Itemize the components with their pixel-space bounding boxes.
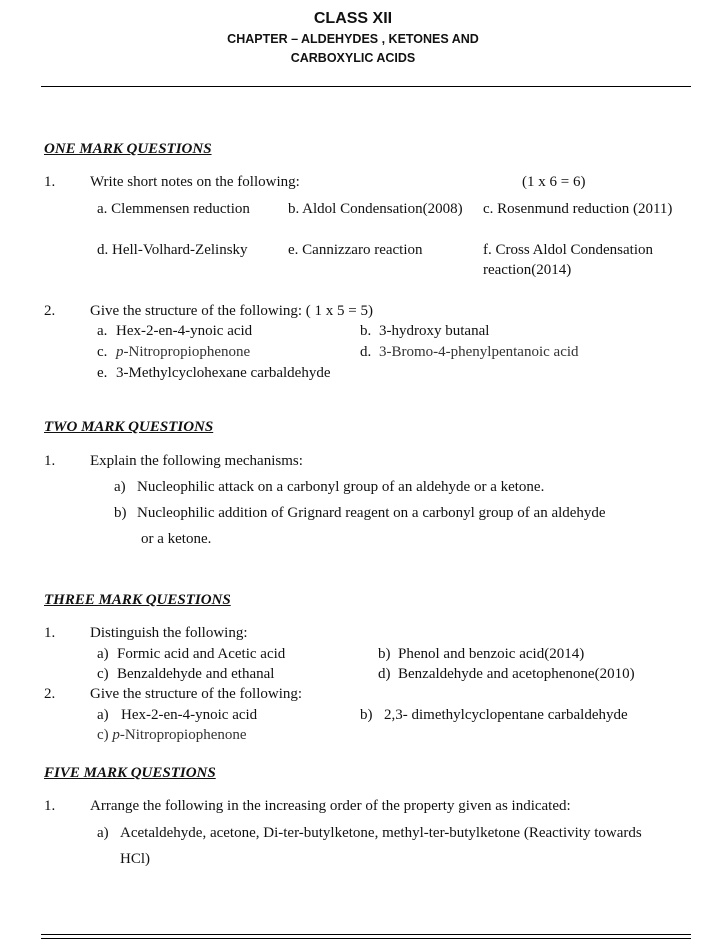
question-text: Give the structure of the following: ( 1 x 5 = 5) [90, 303, 373, 319]
question-text: Explain the following mechanisms: [90, 453, 303, 469]
option-c-text: -Nitropropiophenone [119, 727, 247, 743]
option-a: Hex-2-en-4-ynoic acid [121, 707, 258, 723]
option-label: c. [97, 344, 108, 360]
question-text: Distinguish the following: [90, 625, 248, 641]
option-label: e. [97, 365, 108, 381]
class-title: CLASS XII [313, 10, 393, 27]
option-c [116, 344, 250, 361]
question-number: 1. [44, 798, 56, 814]
chapter-title-line2: CARBOXYLIC ACIDS [290, 51, 416, 65]
option-a: Nucleophilic attack on a carbonyl group of an aldehyde or a ketone. [137, 479, 545, 495]
option-c [97, 727, 247, 744]
italic-prefix: p [116, 344, 124, 360]
question-number: 2. [44, 686, 56, 702]
section-title-two-mark: TWO MARK QUESTIONS [44, 419, 214, 435]
option-c: c. Rosenmund reduction (2011) [483, 201, 673, 217]
question-text: Write short notes on the following: [90, 174, 300, 190]
option-d: Benzaldehyde and acetophenone(2010) [398, 666, 635, 682]
chapter-title-line1: CHAPTER – ALDEHYDES , KETONES AND [227, 32, 479, 46]
option-d: d. Hell-Volhard-Zelinsky [97, 242, 248, 258]
marks-note: (1 x 6 = 6) [522, 174, 586, 190]
question-text: Give the structure of the following: [90, 686, 303, 702]
option-label: c) [97, 666, 109, 682]
option-a: Hex-2-en-4-ynoic acid [116, 323, 253, 339]
option-b: 3-hydroxy butanal [379, 323, 490, 339]
option-b: 2,3- dimethylcyclopentane carbaldehyde [384, 707, 628, 723]
option-b: b. Aldol Condensation(2008) [288, 201, 463, 217]
option-c-text: -Nitropropiophenone [123, 344, 251, 360]
option-b-cont: or a ketone. [141, 531, 212, 547]
option-label: a) [97, 825, 109, 841]
option-a: Formic acid and Acetic acid [117, 646, 286, 662]
option-label: b) [114, 505, 127, 521]
option-label: d. [360, 344, 372, 360]
section-title-three-mark: THREE MARK QUESTIONS [44, 592, 231, 608]
option-e: e. Cannizzaro reaction [288, 242, 423, 258]
option-d: 3-Bromo-4-phenylpentanoic acid [379, 344, 579, 360]
question-number: 1. [44, 174, 56, 190]
italic-prefix: p [112, 727, 120, 743]
option-label: d) [378, 666, 391, 682]
footer-divider-top [41, 934, 691, 935]
option-label: b) [378, 646, 391, 662]
question-number: 1. [44, 453, 56, 469]
option-f-cont: reaction(2014) [483, 262, 572, 278]
option-a: a. Clemmensen reduction [97, 201, 250, 217]
question-number: 2. [44, 303, 56, 319]
option-b: Phenol and benzoic acid(2014) [398, 646, 585, 662]
option-a: Acetaldehyde, acetone, Di-ter-butylketone, methyl-ter-butylketone (Reactivity towards [120, 825, 642, 841]
question-text: Arrange the following in the increasing order of the property given as indicated: [90, 798, 571, 814]
option-c: Benzaldehyde and ethanal [117, 666, 275, 682]
footer-divider-bottom [41, 938, 691, 939]
option-label: b. [360, 323, 372, 339]
option-f: f. Cross Aldol Condensation [483, 242, 654, 258]
section-title-one-mark: ONE MARK QUESTIONS [44, 141, 212, 157]
option-b: Nucleophilic addition of Grignard reagent on a carbonyl group of an aldehyde [137, 505, 606, 521]
option-label: c) [97, 727, 109, 743]
question-number: 1. [44, 625, 56, 641]
option-e: 3-Methylcyclohexane carbaldehyde [116, 365, 331, 381]
header-divider [41, 86, 691, 87]
option-label: a. [97, 323, 108, 339]
option-label: b) [360, 707, 373, 723]
option-a-cont: HCl) [120, 851, 150, 867]
option-label: a) [97, 646, 109, 662]
option-label: a) [97, 707, 109, 723]
option-label: a) [114, 479, 126, 495]
section-title-five-mark: FIVE MARK QUESTIONS [44, 765, 216, 781]
